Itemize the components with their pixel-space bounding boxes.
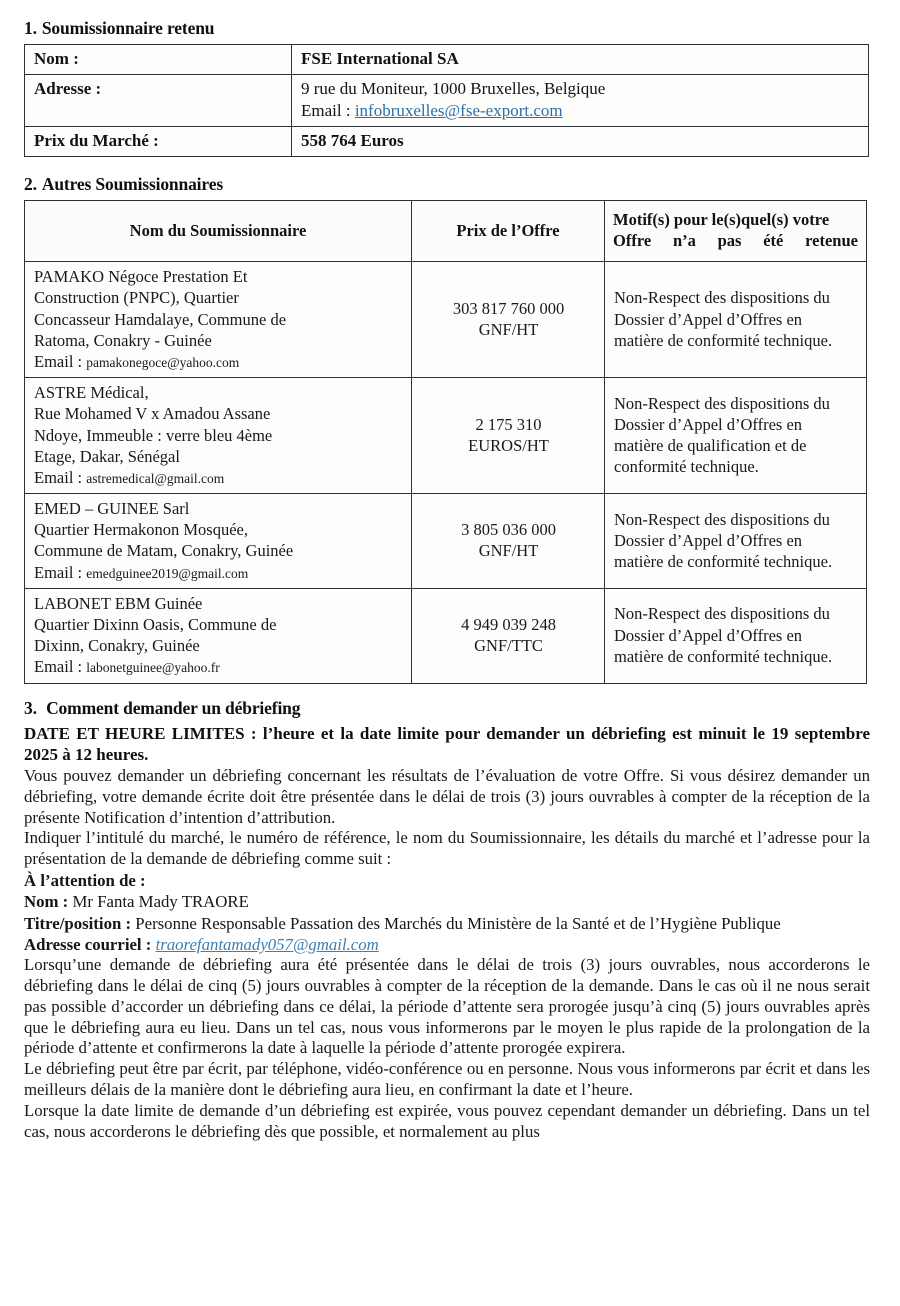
contact-email-line — [24, 934, 870, 955]
bidder-reason-cell — [605, 588, 867, 683]
column-header-offer-price: Prix de l’Offre — [412, 200, 605, 262]
bidder-price-cell — [412, 588, 605, 683]
column-header-rejection-reason: Motif(s) pour le(s)quel(s) votre Offre n’a pas été retenue — [605, 200, 867, 262]
contact-title-value: Personne Responsable Passation des Marchés du Ministère de la Santé et de l’Hygiène Publique — [135, 913, 781, 933]
contact-title-line — [24, 913, 870, 934]
bidder-email-value: pamakonegoce@yahoo.com — [86, 354, 240, 370]
bidder-price-amount: 2 175 310 — [475, 414, 542, 434]
bidder-name-cell — [25, 494, 412, 589]
debriefing-expired-paragraph: Lorsque la date limite de demande d’un débriefing est expirée, vous pouvez cependant demander un débriefing. Dans un tel cas, nous accorderons le débriefing dès que possible, et normalement au plus — [24, 1101, 870, 1142]
bidder-email-line — [34, 351, 403, 372]
contact-name-line — [24, 891, 870, 912]
awarded-name-label: Nom : — [25, 44, 292, 74]
other-bidders-table — [24, 200, 867, 684]
awarded-price-value: 558 764 Euros — [292, 126, 869, 156]
section-3-number: 3. — [24, 697, 37, 718]
section-2-number: 2. — [24, 174, 37, 195]
table-row — [25, 126, 869, 156]
section-2-title: Autres Soumissionnaires — [41, 174, 223, 195]
contact-email-link[interactable]: traorefantamady057@gmail.com — [155, 934, 379, 954]
email-label: Email : — [34, 562, 87, 582]
bidder-price-amount: 4 949 039 248 — [461, 615, 556, 634]
bidder-name-line: Commune de Matam, Conakry, Guinée — [34, 541, 294, 561]
email-label: Email : — [34, 467, 87, 487]
awarded-name-value: FSE International SA — [292, 44, 869, 74]
awarded-email-line — [301, 100, 859, 122]
bidder-reason-cell — [605, 378, 867, 494]
email-label: Email : — [301, 100, 355, 120]
awarded-address-value — [292, 74, 869, 126]
bidder-name-line: Ndoye, Immeuble : verre bleu 4ème — [34, 425, 273, 445]
table-row — [25, 378, 867, 494]
email-label: Email : — [34, 351, 87, 371]
table-row — [25, 44, 869, 74]
contact-name-label: Nom : — [24, 892, 69, 912]
section-2-heading — [24, 174, 870, 195]
reason-line: Non-Respect des dispositions du — [614, 509, 830, 529]
bidder-name-cell — [25, 378, 412, 494]
bidder-name-line: EMED – GUINEE Sarl — [34, 499, 190, 519]
bidder-price-cell — [412, 262, 605, 378]
contact-name-value: Mr Fanta Mady TRAORE — [72, 892, 249, 912]
awarded-address-label: Adresse : — [25, 74, 292, 126]
table-row — [25, 74, 869, 126]
awarded-email-link[interactable]: infobruxelles@fse-export.com — [354, 100, 563, 120]
table-row — [25, 494, 867, 589]
reason-line: matière de conformité technique. — [614, 552, 833, 572]
bidder-name-line: Dixinn, Conakry, Guinée — [34, 636, 200, 656]
bidder-name-line: Rue Mohamed V x Amadou Assane — [34, 404, 271, 424]
debriefing-timeline-paragraph: Lorsqu’une demande de débriefing aura été présentée dans le délai de trois (3) jours ouvrables, nous accorderons le débriefing dans le délai de cinq (5) jours ouvrables à compter de la réception de la demande. Dans le cas où il ne nous serait pas possible d’accorder un débriefing dans ce délai, la période d’attente sera prorogée jusqu’à cinq (5) jours ouvrables après que le débriefing aura eu lieu. Dans un tel cas, nous vous informerons par le moyen le plus rapide de la prolongation de la période d’attente et confirmerons la date à laquelle la période d’attente prorogée expirera. — [24, 954, 870, 1058]
debriefing-format-paragraph: Le débriefing peut être par écrit, par téléphone, vidéo-conférence ou en personne. Nous vous informerons par écrit et dans les meilleurs délais de la manière dont le débriefing aura lieu, en confirmant la date et l’heure. — [24, 1059, 870, 1100]
bidder-reason-cell — [605, 494, 867, 589]
reason-line: Dossier d’Appel d’Offres en — [614, 530, 803, 550]
bidder-price-amount: 3 805 036 000 — [461, 520, 556, 540]
bidder-name-cell — [25, 262, 412, 378]
reason-line: Dossier d’Appel d’Offres en — [614, 414, 803, 434]
bidder-email-value: labonetguinee@yahoo.fr — [86, 660, 220, 676]
bidder-reason-cell — [605, 262, 867, 378]
section-3-heading — [24, 698, 870, 719]
debriefing-request-paragraph: Vous pouvez demander un débriefing concernant les résultats de l’évaluation de votre Offre. Si vous désirez demander un débriefing, votre demande écrite doit être présentée dans le délai de trois (3) jours ouvrables à compter de la réception de la présente Notification d’intention d’attribution. — [24, 765, 870, 827]
bidder-price-amount: 303 817 760 000 — [452, 298, 565, 318]
reason-line: matière de qualification et de — [614, 436, 807, 456]
reason-line: Dossier d’Appel d’Offres en — [614, 309, 803, 329]
bidder-price-currency: GNF/TTC — [474, 636, 543, 656]
reason-line: Non-Respect des dispositions du — [614, 393, 830, 413]
awarded-address-line: 9 rue du Moniteur, 1000 Bruxelles, Belgique — [301, 78, 606, 98]
section-1-heading — [24, 18, 870, 39]
reason-line: matière de conformité technique. — [614, 330, 833, 350]
bidder-name-line: ASTRE Médical, — [34, 383, 149, 403]
column-header-bidder-name: Nom du Soumissionnaire — [25, 200, 412, 262]
bidder-price-currency: EUROS/HT — [468, 436, 549, 456]
section-3-title: Comment demander un débriefing — [46, 697, 301, 718]
awarded-bidder-table — [24, 44, 869, 157]
bidder-price-currency: GNF/HT — [478, 320, 539, 340]
reason-line: matière de conformité technique. — [614, 646, 833, 666]
contact-email-label: Adresse courriel : — [24, 934, 152, 954]
bidder-email-line — [34, 656, 403, 677]
section-1-title: Soumissionnaire retenu — [41, 18, 215, 38]
reason-line: Non-Respect des dispositions du — [614, 604, 830, 624]
bidder-name-line: Concasseur Hamdalaye, Commune de — [34, 309, 287, 329]
bidder-name-line: PAMAKO Négoce Prestation Et — [34, 267, 248, 287]
reason-line: Non-Respect des dispositions du — [614, 288, 830, 308]
section-3-block — [24, 698, 870, 1143]
bidder-name-line: Etage, Dakar, Sénégal — [34, 446, 180, 466]
bidder-email-line — [34, 562, 403, 583]
attention-label: À l’attention de : — [24, 871, 146, 891]
bidder-name-cell — [25, 588, 412, 683]
reason-line: Dossier d’Appel d’Offres en — [614, 625, 803, 645]
contact-title-label: Titre/position : — [24, 913, 132, 933]
bidder-email-value: astremedical@gmail.com — [86, 470, 225, 486]
table-row — [25, 588, 867, 683]
document-content — [24, 18, 870, 1143]
bidder-price-cell — [412, 494, 605, 589]
bidder-name-line: Construction (PNPC), Quartier — [34, 288, 239, 308]
bidder-email-line — [34, 467, 403, 488]
table-header-row — [25, 200, 867, 262]
deadline-statement: DATE ET HEURE LIMITES : l’heure et la date limite pour demander un débriefing est minuit le 19 septembre 2025 à 12 heures. — [24, 724, 870, 765]
other-bidders-body — [25, 262, 867, 683]
section-1-number: 1. — [24, 18, 37, 38]
bidder-email-value: emedguinee2019@gmail.com — [86, 565, 249, 581]
debriefing-details-paragraph: Indiquer l’intitulé du marché, le numéro de référence, le nom du Soumissionnaire, les détails du marché et l’adresse pour la présentation de la demande de débriefing comme suit : — [24, 828, 870, 869]
bidder-price-cell — [412, 378, 605, 494]
bidder-name-line: Ratoma, Conakry - Guinée — [34, 330, 212, 350]
bidder-name-line: LABONET EBM Guinée — [34, 593, 203, 613]
table-row — [25, 262, 867, 378]
bidder-price-currency: GNF/HT — [478, 541, 539, 561]
bidder-name-line: Quartier Dixinn Oasis, Commune de — [34, 615, 277, 634]
email-label: Email : — [34, 657, 87, 677]
awarded-price-label: Prix du Marché : — [25, 126, 292, 156]
reason-line: conformité technique. — [614, 457, 759, 477]
bidder-name-line: Quartier Hermakonon Mosquée, — [34, 520, 248, 540]
